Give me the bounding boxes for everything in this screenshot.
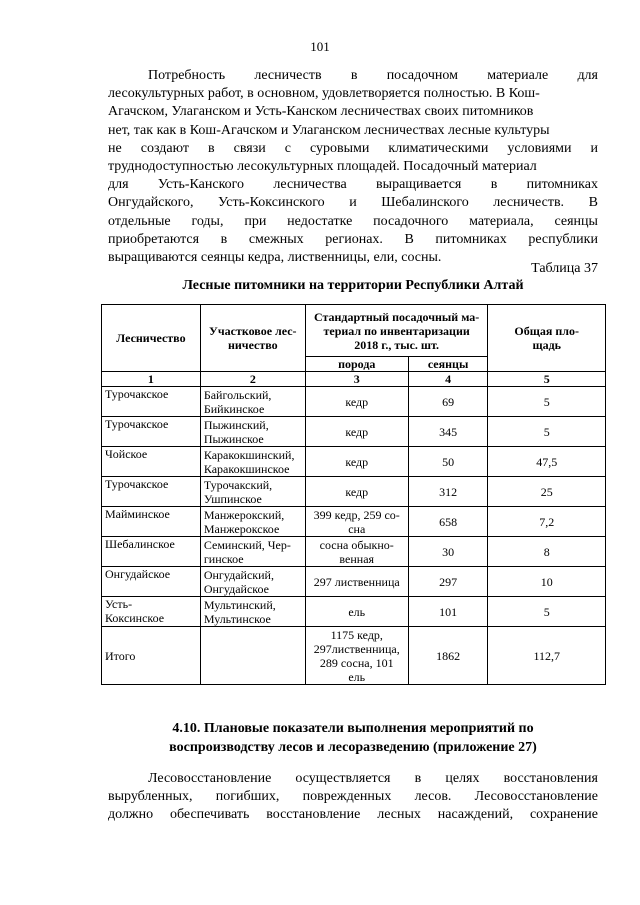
cell-area: 8 (488, 537, 606, 567)
cell-district: Пыжинский, Пыжинское (200, 417, 305, 447)
cell-breed: 399 кедр, 259 со- сна (305, 507, 408, 537)
cell-forestry: Турочакское (102, 417, 201, 447)
header-district: Участковое лес- ничество (200, 305, 305, 372)
cell-seedlings: 312 (408, 477, 488, 507)
cell-seedlings: 50 (408, 447, 488, 477)
text-line: вырубленных, погибших, поврежденных лесов. Лесовосстановление (108, 789, 598, 805)
column-number: 1 (102, 372, 201, 387)
cell-breed: кедр (305, 387, 408, 417)
header-breed: порода (305, 357, 408, 372)
cell-district: Байгольский, Бийкинское (200, 387, 305, 417)
cell-seedlings: 101 (408, 597, 488, 627)
text-line: нет, так как в Кош-Агачском и Улаганском лесничествах лесные культуры (108, 122, 550, 138)
cell-seedlings: 69 (408, 387, 488, 417)
column-number: 3 (305, 372, 408, 387)
cell-forestry: Чойское (102, 447, 201, 477)
column-number: 5 (488, 372, 606, 387)
table-row (102, 477, 606, 507)
cell-district: Семинский, Чер- гинское (200, 537, 305, 567)
text-line: должно обеспечивать восстановление лесных насаждений, сохранение (108, 807, 598, 823)
column-numbers-row (102, 372, 606, 387)
header-seedlings: сеянцы (408, 357, 488, 372)
table-row (102, 447, 606, 477)
cell-area: 25 (488, 477, 606, 507)
header-total-area: Общая пло- щадь (488, 305, 606, 372)
table-title: Лесные питомники на территории Республики Алтай (182, 278, 524, 293)
table-row (102, 417, 606, 447)
column-number: 2 (200, 372, 305, 387)
cell-breed: ель (305, 597, 408, 627)
cell-forestry: Майминское (102, 507, 201, 537)
cell-district: Каракокшинский, Каракокшинское (200, 447, 305, 477)
cell-area: 47,5 (488, 447, 606, 477)
cell-area: 7,2 (488, 507, 606, 537)
cell-breed: кедр (305, 417, 408, 447)
header-standard-material: Стандартный посадочный ма- териал по инвентаризации 2018 г., тыс. шт. (305, 305, 488, 357)
text-line: Онгудайского, Усть-Коксинского и Шебалинского лесничеств. В (108, 195, 598, 211)
text-line: Потребность лесничеств в посадочном материале для (148, 68, 598, 83)
table-row (102, 537, 606, 567)
cell-total-label: Итого (102, 627, 201, 685)
cell-seedlings: 345 (408, 417, 488, 447)
cell-breed: 297 лиственница (305, 567, 408, 597)
table-row (102, 597, 606, 627)
cell-total-breed: 1175 кедр, 297лиственница, 289 сосна, 101 ель (305, 627, 408, 685)
cell-forestry: Шебалинское (102, 537, 201, 567)
cell-forestry: Турочакское (102, 477, 201, 507)
cell-total-seedlings: 1862 (408, 627, 488, 685)
paragraph-reforestation (108, 770, 598, 825)
cell-district: Турочакский, Ушпинское (200, 477, 305, 507)
nurseries-table (101, 304, 606, 685)
table-row (102, 567, 606, 597)
cell-seedlings: 297 (408, 567, 488, 597)
cell-seedlings: 30 (408, 537, 488, 567)
table-header-row (102, 305, 606, 357)
cell-seedlings: 658 (408, 507, 488, 537)
text-line: труднодоступностью лесокультурных площадей. Посадочный материал (108, 158, 537, 174)
text-line: не создают в связи с суровыми климатическими условиями и (108, 140, 598, 156)
cell-district: Манжерокский, Манжерокское (200, 507, 305, 537)
text-line: приобретаются в смежных регионах. В питомниках республики (108, 231, 598, 247)
table-total-row (102, 627, 606, 685)
paragraph-seedling-supply (108, 67, 598, 267)
cell-district: Мультинский, Мультинское (200, 597, 305, 627)
table-row (102, 507, 606, 537)
text-line: отдельные годы, при недостатке посадочного материала, сеянцы (108, 213, 598, 229)
cell-area: 5 (488, 597, 606, 627)
column-number: 4 (408, 372, 488, 387)
text-line: лесокультурных работ, в основном, удовлетворяется полностью. В Кош- (108, 86, 540, 102)
cell-breed: кедр (305, 447, 408, 477)
page-number: 101 (310, 39, 330, 54)
cell-area: 5 (488, 387, 606, 417)
cell-breed: кедр (305, 477, 408, 507)
section-heading: 4.10. Плановые показатели выполнения мероприятий по воспроизводству лесов и лесоразведению (приложение 27) (169, 721, 537, 755)
text-line: для Усть-Канского лесничества выращивается в питомниках (108, 177, 598, 193)
text-line: выращиваются сеянцы кедра, лиственницы, ели, сосны. (108, 249, 442, 265)
header-forestry: Лесничество (102, 305, 201, 372)
cell-forestry: Турочакское (102, 387, 201, 417)
text-line: Лесовосстановление осуществляется в целях восстановления (148, 771, 598, 786)
cell-total-area: 112,7 (488, 627, 606, 685)
text-line: Агачском, Улаганском и Усть-Канском лесничествах своих питомников (108, 104, 534, 120)
cell-forestry: Онгудайское (102, 567, 201, 597)
cell-district: Онгудайский, Онгудайское (200, 567, 305, 597)
table-number: Таблица 37 (531, 261, 598, 276)
cell-area: 10 (488, 567, 606, 597)
cell-forestry: Усть- Коксинское (102, 597, 201, 627)
table-row (102, 387, 606, 417)
cell-area: 5 (488, 417, 606, 447)
cell-empty (200, 627, 305, 685)
cell-breed: сосна обыкно- венная (305, 537, 408, 567)
